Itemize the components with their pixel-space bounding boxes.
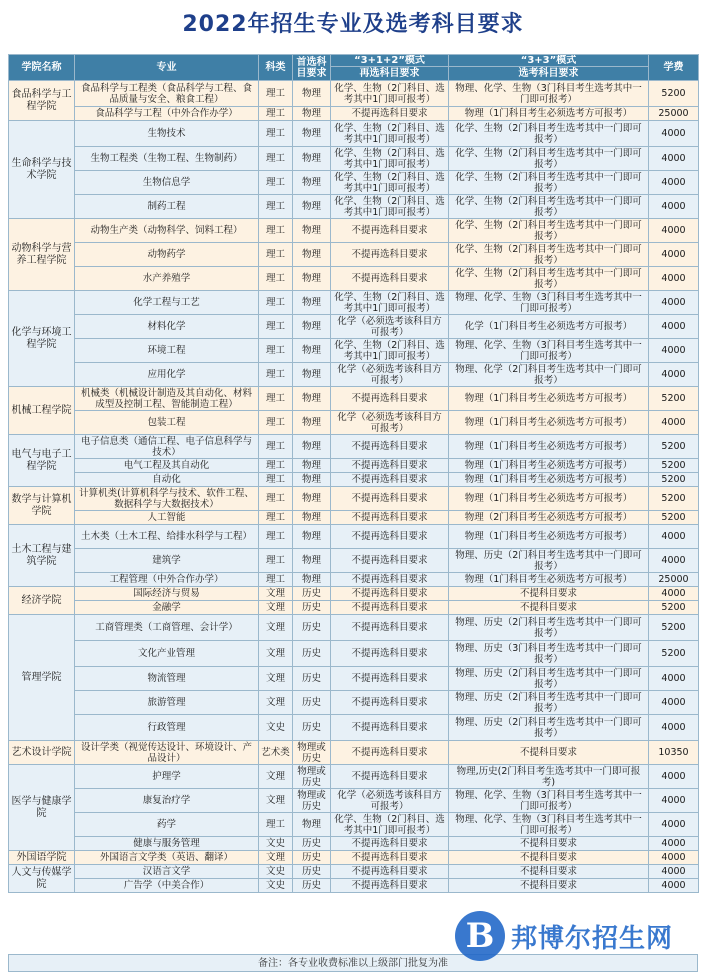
college-cell: 生命科学与技术学院 (9, 121, 75, 219)
req-312-cell: 不提再选科目要求 (331, 435, 449, 459)
major-cell: 动物生产类（动物科学、饲料工程） (75, 219, 259, 243)
major-cell: 汉语言文学 (75, 865, 259, 879)
req-312-cell: 化学、生物（2门科目、选考其中1门即可报考） (331, 339, 449, 363)
category-cell: 理工 (259, 487, 293, 511)
table-row (9, 715, 699, 741)
first-subject-cell: 物理 (293, 573, 331, 587)
category-cell: 文理 (259, 615, 293, 641)
header-category: 科类 (259, 55, 293, 81)
fee-cell: 5200 (649, 511, 699, 525)
table-row (9, 741, 699, 765)
table-row (9, 107, 699, 121)
major-cell: 工商管理类（工商管理、会计学） (75, 615, 259, 641)
req-33-cell: 物理、历史（2门科目考生选考其中一门即可报考） (449, 667, 649, 691)
req-312-cell: 不提再选科目要求 (331, 741, 449, 765)
category-cell: 理工 (259, 525, 293, 549)
category-cell: 文史 (259, 865, 293, 879)
first-subject-cell: 物理 (293, 435, 331, 459)
college-cell: 艺术设计学院 (9, 741, 75, 765)
table-row (9, 525, 699, 549)
fee-cell: 4000 (649, 549, 699, 573)
req-312-cell: 不提再选科目要求 (331, 715, 449, 741)
fee-cell: 4000 (649, 837, 699, 851)
req-312-cell: 化学、生物（2门科目、选考其中1门即可报考） (331, 147, 449, 171)
table-row (9, 81, 699, 107)
table-row (9, 315, 699, 339)
major-cell: 外国语言文学类（英语、翻译） (75, 851, 259, 865)
table-row (9, 879, 699, 893)
page-title: 2022年招生专业及选考科目要求 (182, 12, 524, 37)
table-row (9, 837, 699, 851)
fee-cell: 25000 (649, 107, 699, 121)
req-312-cell: 化学（必须选考该科目方可报考） (331, 789, 449, 813)
college-cell: 医学与健康学院 (9, 765, 75, 851)
category-cell: 文理 (259, 601, 293, 615)
req-33-cell: 化学、生物（2门科目考生选考其中一门即可报考） (449, 147, 649, 171)
category-cell: 理工 (259, 267, 293, 291)
category-cell: 理工 (259, 291, 293, 315)
first-subject-cell: 历史 (293, 615, 331, 641)
req-312-cell: 不提再选科目要求 (331, 587, 449, 601)
fee-cell: 4000 (649, 291, 699, 315)
req-33-cell: 物理、化学、生物（3门科目考生选考其中一门即可报考） (449, 789, 649, 813)
major-cell: 机械类（机械设计制造及其自动化、材料成型及控制工程、智能制造工程） (75, 387, 259, 411)
first-subject-cell: 历史 (293, 691, 331, 715)
category-cell: 理工 (259, 435, 293, 459)
category-cell: 理工 (259, 81, 293, 107)
fee-cell: 5200 (649, 641, 699, 667)
first-subject-cell: 历史 (293, 667, 331, 691)
req-312-cell: 化学（必须选考该科目方可报考） (331, 315, 449, 339)
fee-cell: 10350 (649, 741, 699, 765)
first-subject-cell: 物理 (293, 411, 331, 435)
major-cell: 行政管理 (75, 715, 259, 741)
fee-cell: 4000 (649, 195, 699, 219)
category-cell: 理工 (259, 387, 293, 411)
college-cell: 管理学院 (9, 615, 75, 741)
req-33-cell: 物理,历史(2门科目考生选考其中一门即可报考) (449, 765, 649, 789)
req-312-cell: 化学、生物（2门科目、选考其中1门即可报考） (331, 291, 449, 315)
req-312-cell: 不提再选科目要求 (331, 525, 449, 549)
req-33-cell: 物理（1门科目考生必须选考方可报考） (449, 487, 649, 511)
major-cell: 物流管理 (75, 667, 259, 691)
req-312-cell: 不提再选科目要求 (331, 219, 449, 243)
req-312-cell: 不提再选科目要求 (331, 865, 449, 879)
req-312-cell: 不提再选科目要求 (331, 267, 449, 291)
fee-cell: 5200 (649, 387, 699, 411)
first-subject-cell: 物理 (293, 473, 331, 487)
fee-cell: 5200 (649, 435, 699, 459)
first-subject-cell: 物理 (293, 813, 331, 837)
first-subject-cell: 物理 (293, 459, 331, 473)
category-cell: 理工 (259, 315, 293, 339)
major-cell: 广告学（中美合作） (75, 879, 259, 893)
req-33-cell: 不提科目要求 (449, 587, 649, 601)
category-cell: 文理 (259, 667, 293, 691)
header-mode-33: “3+3”模式 (449, 55, 649, 67)
table-row (9, 363, 699, 387)
req-312-cell: 不提再选科目要求 (331, 851, 449, 865)
major-cell: 人工智能 (75, 511, 259, 525)
table-row (9, 459, 699, 473)
fee-cell: 4000 (649, 691, 699, 715)
category-cell: 文史 (259, 715, 293, 741)
table-row (9, 601, 699, 615)
fee-cell: 5200 (649, 473, 699, 487)
major-cell: 环境工程 (75, 339, 259, 363)
fee-cell: 4000 (649, 715, 699, 741)
category-cell: 文理 (259, 691, 293, 715)
req-312-cell: 不提再选科目要求 (331, 837, 449, 851)
major-cell: 计算机类(计算机科学与技术、软件工程、数据科学与大数据技术） (75, 487, 259, 511)
req-312-cell: 化学、生物（2门科目、选考其中1门即可报考） (331, 121, 449, 147)
first-subject-cell: 物理 (293, 107, 331, 121)
category-cell: 理工 (259, 411, 293, 435)
category-cell: 理工 (259, 195, 293, 219)
first-subject-cell: 历史 (293, 851, 331, 865)
req-312-cell: 化学、生物（2门科目、选考其中1门即可报考） (331, 195, 449, 219)
first-subject-cell: 历史 (293, 879, 331, 893)
header-first-subject: 首选科目要求 (293, 55, 331, 81)
first-subject-cell: 物理或历史 (293, 765, 331, 789)
fee-cell: 4000 (649, 121, 699, 147)
major-cell: 旅游管理 (75, 691, 259, 715)
req-312-cell: 不提再选科目要求 (331, 459, 449, 473)
major-cell: 包装工程 (75, 411, 259, 435)
req-312-cell: 不提再选科目要求 (331, 691, 449, 715)
table-row (9, 641, 699, 667)
req-33-cell: 化学、生物（2门科目考生选考其中一门即可报考） (449, 121, 649, 147)
req-33-cell: 物理（1门科目考生必须选考方可报考） (449, 107, 649, 121)
college-cell: 土木工程与建筑学院 (9, 525, 75, 587)
fee-cell: 25000 (649, 573, 699, 587)
req-33-cell: 化学、生物（2门科目考生选考其中一门即可报考） (449, 171, 649, 195)
major-cell: 动物药学 (75, 243, 259, 267)
category-cell: 理工 (259, 147, 293, 171)
table-row (9, 291, 699, 315)
table-row (9, 339, 699, 363)
fee-cell: 4000 (649, 339, 699, 363)
major-cell: 食品科学与工程（中外合作办学） (75, 107, 259, 121)
req-33-cell: 物理（1门科目考生必须选考方可报考） (449, 573, 649, 587)
table-row (9, 267, 699, 291)
table-row (9, 147, 699, 171)
major-cell: 护理学 (75, 765, 259, 789)
major-cell: 建筑学 (75, 549, 259, 573)
header-req-33: 选考科目要求 (449, 67, 649, 81)
watermark-text: 邦博尔招生网 (511, 923, 674, 954)
first-subject-cell: 物理 (293, 549, 331, 573)
first-subject-cell: 物理 (293, 339, 331, 363)
college-cell: 动物科学与营养工程学院 (9, 219, 75, 291)
major-cell: 应用化学 (75, 363, 259, 387)
req-33-cell: 物理（1门科目考生必须选考方可报考） (449, 473, 649, 487)
req-33-cell: 物理、化学、生物（3门科目考生选考其中一门即可报考） (449, 81, 649, 107)
req-312-cell: 不提再选科目要求 (331, 487, 449, 511)
table-row (9, 851, 699, 865)
first-subject-cell: 历史 (293, 837, 331, 851)
fee-cell: 5200 (649, 459, 699, 473)
table-row (9, 667, 699, 691)
college-cell: 外国语学院 (9, 851, 75, 865)
fee-cell: 5200 (649, 615, 699, 641)
fee-cell: 4000 (649, 851, 699, 865)
req-33-cell: 物理（1门科目考生必须选考方可报考） (449, 435, 649, 459)
header-fee: 学费 (649, 55, 699, 81)
first-subject-cell: 物理 (293, 219, 331, 243)
first-subject-cell: 物理 (293, 147, 331, 171)
fee-cell: 4000 (649, 171, 699, 195)
req-33-cell: 物理（1门科目考生必须选考方可报考） (449, 411, 649, 435)
first-subject-cell: 物理 (293, 291, 331, 315)
fee-cell: 4000 (649, 219, 699, 243)
header-college: 学院名称 (9, 55, 75, 81)
first-subject-cell: 历史 (293, 865, 331, 879)
fee-cell: 4000 (649, 267, 699, 291)
category-cell: 文史 (259, 879, 293, 893)
req-33-cell: 物理、化学（2门科目考生选考其中一门即可报考） (449, 363, 649, 387)
first-subject-cell: 物理 (293, 195, 331, 219)
first-subject-cell: 历史 (293, 641, 331, 667)
major-cell: 制药工程 (75, 195, 259, 219)
college-cell: 食品科学与工程学院 (9, 81, 75, 121)
major-cell: 土木类（土木工程、给排水科学与工程） (75, 525, 259, 549)
admission-table (8, 54, 699, 893)
req-33-cell: 不提科目要求 (449, 865, 649, 879)
first-subject-cell: 历史 (293, 601, 331, 615)
req-33-cell: 物理、化学、生物（3门科目考生选考其中一门即可报考） (449, 291, 649, 315)
fee-cell: 5200 (649, 601, 699, 615)
req-312-cell: 化学、生物（2门科目、选考其中1门即可报考） (331, 813, 449, 837)
req-312-cell: 不提再选科目要求 (331, 473, 449, 487)
category-cell: 艺术类 (259, 741, 293, 765)
first-subject-cell: 物理 (293, 315, 331, 339)
major-cell: 水产养殖学 (75, 267, 259, 291)
req-312-cell: 不提再选科目要求 (331, 573, 449, 587)
table-row (9, 473, 699, 487)
req-33-cell: 化学、生物（2门科目考生选考其中一门即可报考） (449, 219, 649, 243)
fee-cell: 4000 (649, 879, 699, 893)
req-33-cell: 物理（2门科目考生必须选考方可报考） (449, 511, 649, 525)
req-312-cell: 不提再选科目要求 (331, 107, 449, 121)
req-312-cell: 化学（必须选考该科目方可报考） (331, 363, 449, 387)
table-row (9, 487, 699, 511)
major-cell: 金融学 (75, 601, 259, 615)
req-312-cell: 不提再选科目要求 (331, 601, 449, 615)
fee-cell: 5200 (649, 487, 699, 511)
category-cell: 理工 (259, 107, 293, 121)
req-33-cell: 物理、历史（2门科目考生选考其中一门即可报考） (449, 691, 649, 715)
req-312-cell: 不提再选科目要求 (331, 549, 449, 573)
table-row (9, 387, 699, 411)
watermark-logo-icon: B (455, 911, 505, 961)
category-cell: 理工 (259, 363, 293, 387)
table-row (9, 171, 699, 195)
fee-cell: 5200 (649, 81, 699, 107)
req-33-cell: 不提科目要求 (449, 601, 649, 615)
first-subject-cell: 物理 (293, 121, 331, 147)
fee-cell: 4000 (649, 525, 699, 549)
major-cell: 生物工程类（生物工程、生物制药） (75, 147, 259, 171)
table-row (9, 219, 699, 243)
category-cell: 文理 (259, 641, 293, 667)
req-312-cell: 化学、生物（2门科目、选考其中1门即可报考） (331, 81, 449, 107)
req-312-cell: 不提再选科目要求 (331, 243, 449, 267)
fee-cell: 4000 (649, 587, 699, 601)
first-subject-cell: 物理 (293, 511, 331, 525)
major-cell: 健康与服务管理 (75, 837, 259, 851)
req-312-cell: 化学、生物（2门科目、选考其中1门即可报考） (331, 171, 449, 195)
major-cell: 国际经济与贸易 (75, 587, 259, 601)
table-row (9, 549, 699, 573)
college-cell: 人文与传媒学院 (9, 865, 75, 893)
college-cell: 机械工程学院 (9, 387, 75, 435)
fee-cell: 4000 (649, 765, 699, 789)
category-cell: 文史 (259, 837, 293, 851)
req-33-cell: 物理（1门科目考生必须选考方可报考） (449, 459, 649, 473)
category-cell: 文理 (259, 851, 293, 865)
req-312-cell: 不提再选科目要求 (331, 387, 449, 411)
fee-cell: 4000 (649, 243, 699, 267)
req-33-cell: 物理、历史（2门科目考生选考其中一门即可报考） (449, 549, 649, 573)
footnote: 备注：各专业收费标准以上级部门批复为准 (8, 954, 698, 972)
req-33-cell: 化学、生物（2门科目考生选考其中一门即可报考） (449, 195, 649, 219)
category-cell: 理工 (259, 243, 293, 267)
req-33-cell: 不提科目要求 (449, 851, 649, 865)
first-subject-cell: 物理 (293, 267, 331, 291)
first-subject-cell: 物理 (293, 487, 331, 511)
req-312-cell: 不提再选科目要求 (331, 641, 449, 667)
category-cell: 理工 (259, 573, 293, 587)
first-subject-cell: 物理 (293, 81, 331, 107)
fee-cell: 4000 (649, 667, 699, 691)
category-cell: 理工 (259, 339, 293, 363)
first-subject-cell: 物理 (293, 387, 331, 411)
category-cell: 文理 (259, 789, 293, 813)
req-33-cell: 不提科目要求 (449, 741, 649, 765)
category-cell: 理工 (259, 813, 293, 837)
major-cell: 药学 (75, 813, 259, 837)
major-cell: 电子信息类（通信工程、电子信息科学与技术） (75, 435, 259, 459)
category-cell: 文理 (259, 765, 293, 789)
category-cell: 文理 (259, 587, 293, 601)
table-row (9, 765, 699, 789)
first-subject-cell: 历史 (293, 715, 331, 741)
first-subject-cell: 物理 (293, 525, 331, 549)
category-cell: 理工 (259, 473, 293, 487)
table-row (9, 121, 699, 147)
table-row (9, 243, 699, 267)
fee-cell: 4000 (649, 865, 699, 879)
req-33-cell: 物理、历史（2门科目考生选考其中一门即可报考） (449, 615, 649, 641)
table-row (9, 691, 699, 715)
major-cell: 康复治疗学 (75, 789, 259, 813)
req-33-cell: 物理、历史（2门科目考生选考其中一门即可报考） (449, 715, 649, 741)
category-cell: 理工 (259, 219, 293, 243)
table-row (9, 813, 699, 837)
fee-cell: 4000 (649, 315, 699, 339)
header-mode-312: “3+1+2”模式 (331, 55, 449, 67)
table-row (9, 573, 699, 587)
req-312-cell: 化学（必须选考该科目方可报考） (331, 411, 449, 435)
watermark (455, 905, 673, 967)
req-312-cell: 不提再选科目要求 (331, 667, 449, 691)
college-cell: 经济学院 (9, 587, 75, 615)
req-33-cell: 物理、历史（3门科目考生选考其中一门即可报考） (449, 641, 649, 667)
table-row (9, 195, 699, 219)
category-cell: 理工 (259, 171, 293, 195)
table-row (9, 615, 699, 641)
first-subject-cell: 物理 (293, 171, 331, 195)
first-subject-cell: 物理 (293, 243, 331, 267)
req-33-cell: 化学、生物（2门科目考生选考其中一门即可报考） (449, 243, 649, 267)
college-cell: 电气与电子工程学院 (9, 435, 75, 487)
fee-cell: 4000 (649, 147, 699, 171)
req-33-cell: 化学、生物（2门科目考生选考其中一门即可报考） (449, 267, 649, 291)
category-cell: 理工 (259, 511, 293, 525)
req-33-cell: 化学（1门科目考生必须选考方可报考） (449, 315, 649, 339)
major-cell: 自动化 (75, 473, 259, 487)
req-33-cell: 物理（1门科目考生必须选考方可报考） (449, 525, 649, 549)
first-subject-cell: 物理 (293, 363, 331, 387)
major-cell: 工程管理（中外合作办学） (75, 573, 259, 587)
college-cell: 化学与环境工程学院 (9, 291, 75, 387)
fee-cell: 4000 (649, 789, 699, 813)
category-cell: 理工 (259, 459, 293, 473)
major-cell: 电气工程及其自动化 (75, 459, 259, 473)
req-33-cell: 物理、化学、生物（3门科目考生选考其中一门即可报考） (449, 339, 649, 363)
college-cell: 数学与计算机学院 (9, 487, 75, 525)
category-cell: 理工 (259, 549, 293, 573)
fee-cell: 4000 (649, 363, 699, 387)
req-312-cell: 不提再选科目要求 (331, 879, 449, 893)
table-row (9, 865, 699, 879)
category-cell: 理工 (259, 121, 293, 147)
req-312-cell: 不提再选科目要求 (331, 615, 449, 641)
table-row (9, 789, 699, 813)
first-subject-cell: 物理或历史 (293, 789, 331, 813)
major-cell: 文化产业管理 (75, 641, 259, 667)
req-312-cell: 不提再选科目要求 (331, 765, 449, 789)
major-cell: 设计学类（视觉传达设计、环境设计、产品设计） (75, 741, 259, 765)
req-33-cell: 物理、化学、生物（3门科目考生选考其中一门即可报考） (449, 813, 649, 837)
table-body (9, 81, 699, 893)
header-req-312: 再选科目要求 (331, 67, 449, 81)
first-subject-cell: 物理或历史 (293, 741, 331, 765)
req-33-cell: 不提科目要求 (449, 837, 649, 851)
table-row (9, 411, 699, 435)
major-cell: 食品科学与工程类（食品科学与工程、食品质量与安全、粮食工程） (75, 81, 259, 107)
table-row (9, 435, 699, 459)
req-33-cell: 物理（1门科目考生必须选考方可报考） (449, 387, 649, 411)
major-cell: 化学工程与工艺 (75, 291, 259, 315)
table-row (9, 587, 699, 601)
major-cell: 材料化学 (75, 315, 259, 339)
fee-cell: 4000 (649, 813, 699, 837)
fee-cell: 4000 (649, 411, 699, 435)
req-312-cell: 不提再选科目要求 (331, 511, 449, 525)
req-33-cell: 不提科目要求 (449, 879, 649, 893)
table-row (9, 511, 699, 525)
table-header (9, 55, 699, 81)
header-major: 专业 (75, 55, 259, 81)
major-cell: 生物技术 (75, 121, 259, 147)
major-cell: 生物信息学 (75, 171, 259, 195)
first-subject-cell: 历史 (293, 587, 331, 601)
